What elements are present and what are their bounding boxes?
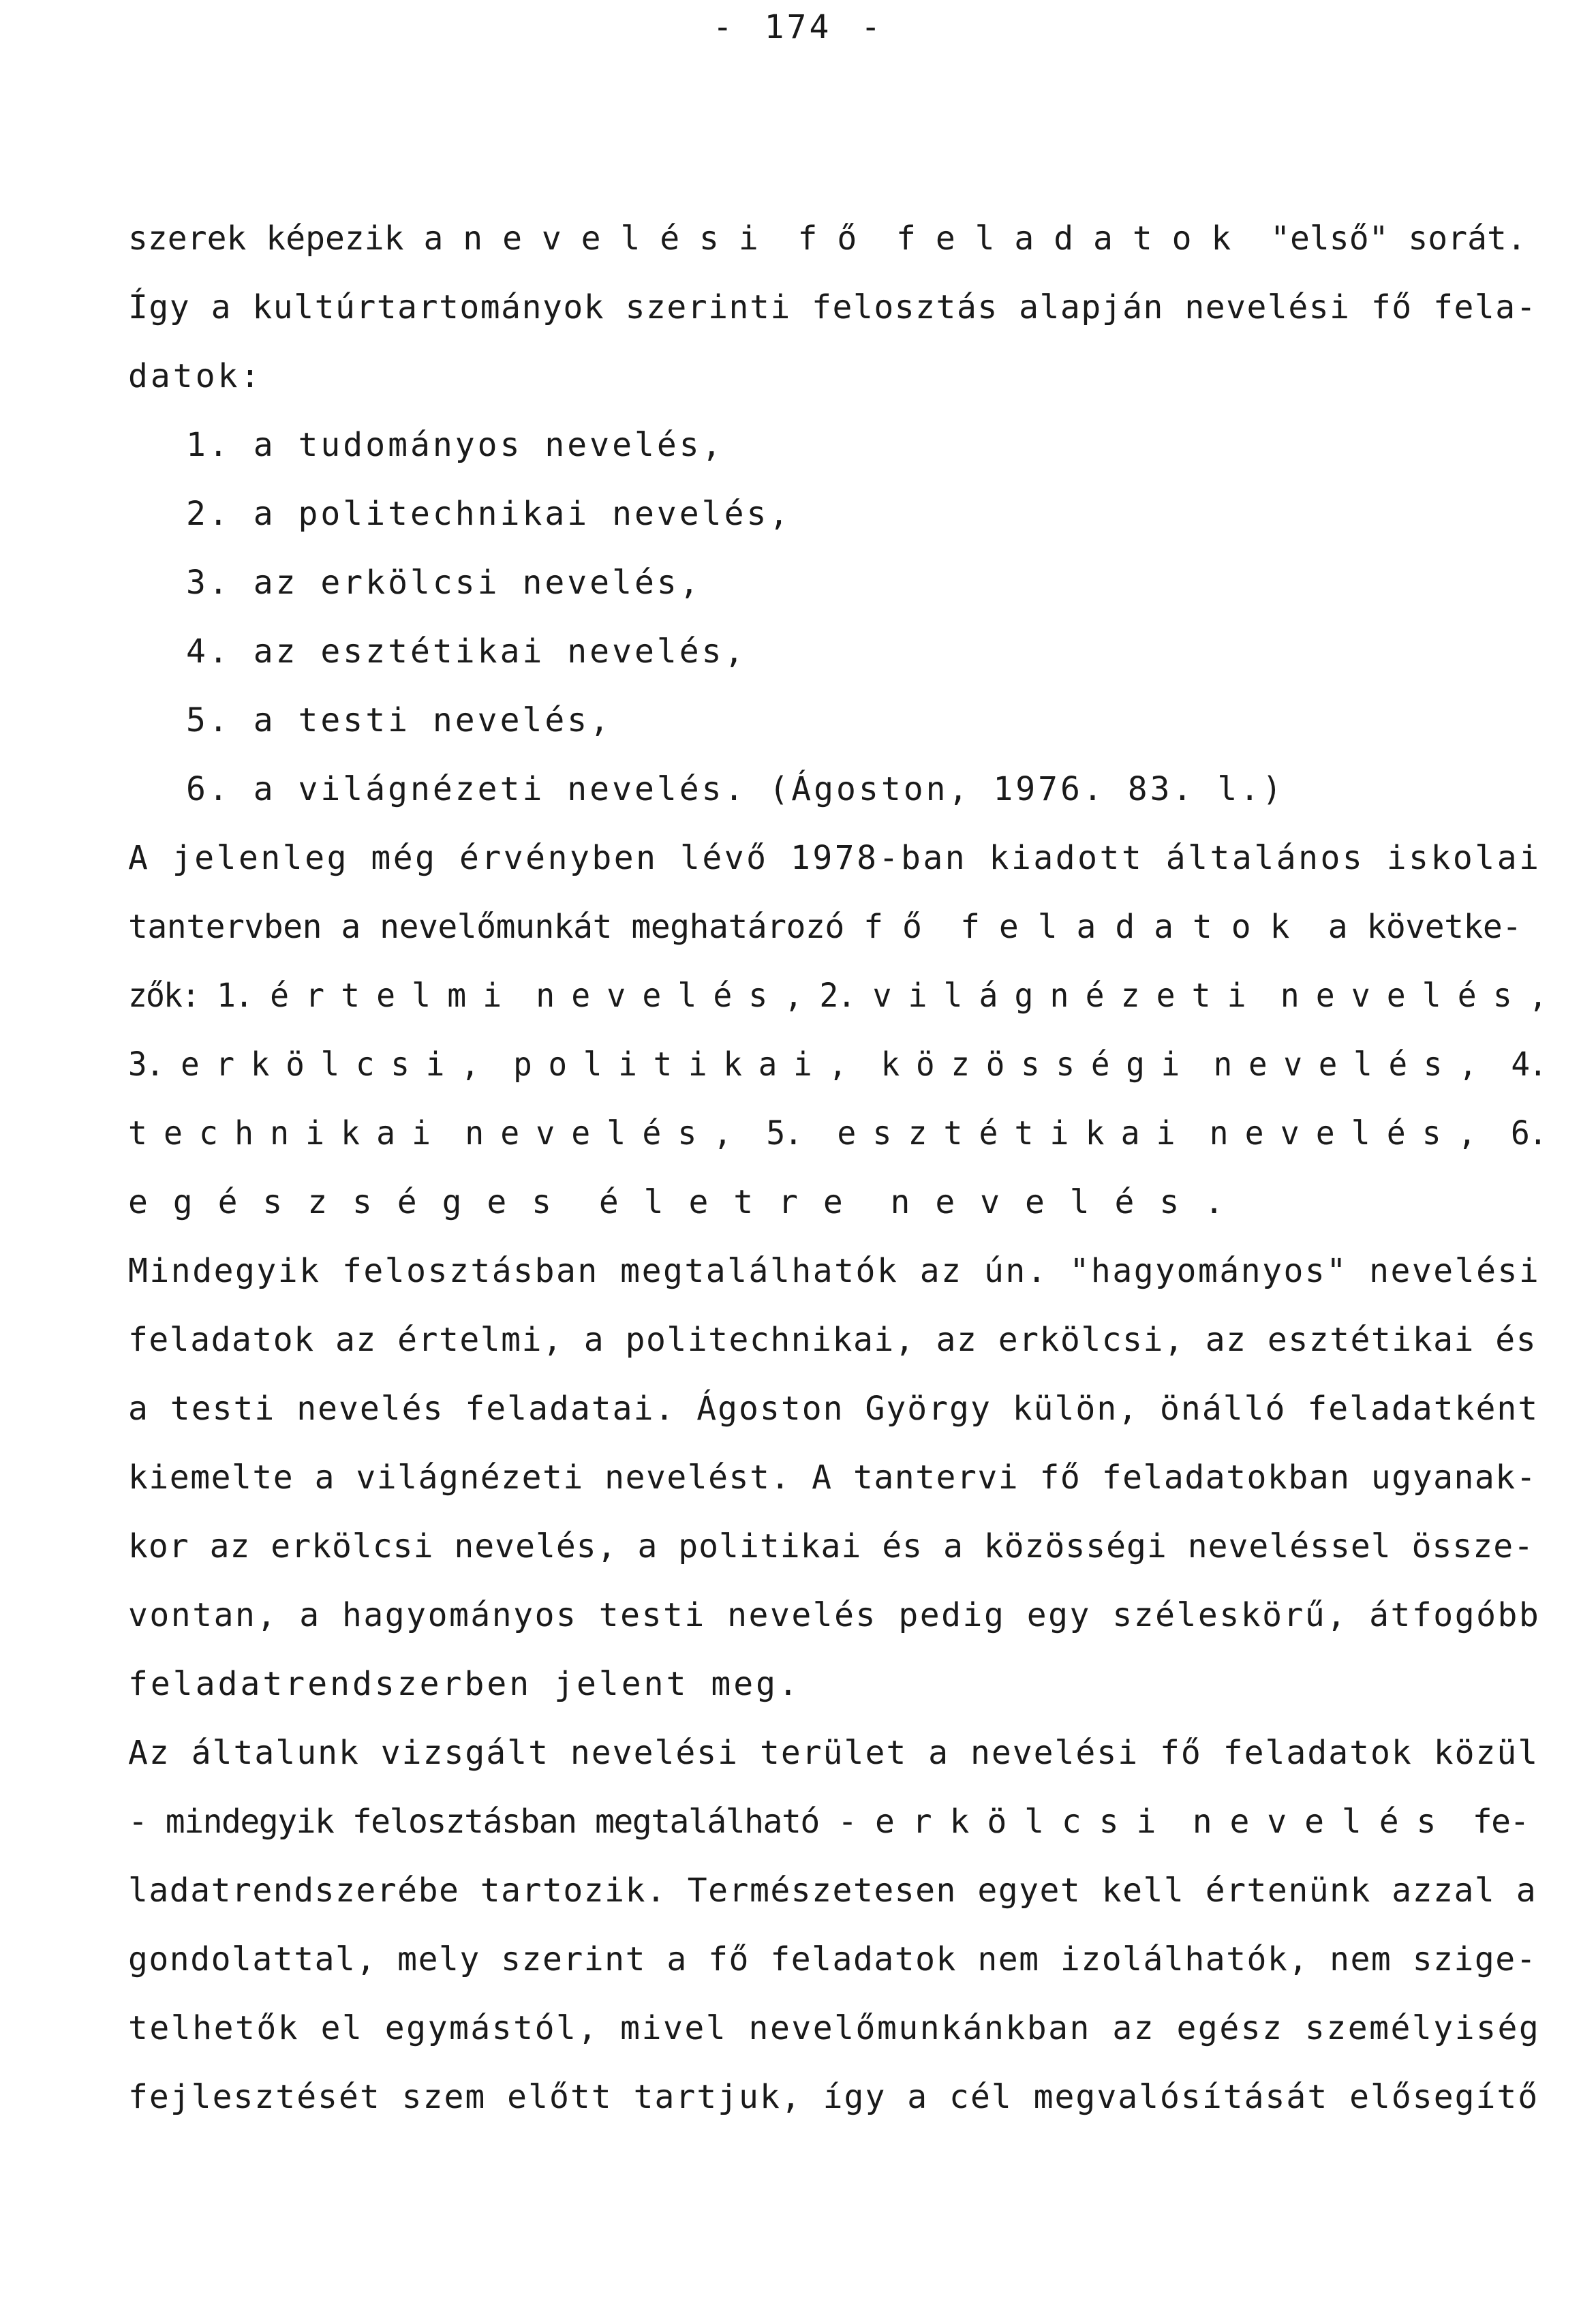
list-item: 2. a politechnikai nevelés, — [186, 495, 792, 533]
text-line: szerek képezik a n e v e l é s i f ő f e l a d a t o k "első" sorát. — [128, 219, 1526, 258]
list-item: 3. az erkölcsi nevelés, — [186, 564, 702, 602]
text-line: kiemelte a világnézeti nevelést. A tantervi fő feladatokban ugyanak- — [128, 1458, 1537, 1497]
text-line: e g é s z s é g e s é l e t r e n e v e l é s . — [128, 1183, 1227, 1221]
text-line: tantervben a nevelőmunkát meghatározó f ő f e l a d a t o k a követke- — [128, 908, 1522, 946]
text-line: zők: 1. é r t e l m i n e v e l é s , 2. v i l á g n é z e t i n e v e l é s , — [128, 977, 1546, 1015]
text-line: ladatrendszerébe tartozik. Természetesen egyet kell értenünk azzal a — [128, 1871, 1537, 1910]
list-item: 1. a tudományos nevelés, — [186, 426, 724, 464]
text-line: gondolattal, mely szerint a fő feladatok nem izolálhatók, nem szige- — [128, 1940, 1537, 1978]
text-line: a testi nevelés feladatai. Ágoston György külön, önálló feladatként — [128, 1390, 1539, 1428]
text-line: Így a kultúrtartományok szerinti felosztás alapján nevelési fő fela- — [128, 288, 1537, 326]
text-line: 3. e r k ö l c s i , p o l i t i k a i , k ö z ö s s é g i n e v e l é s , 4. — [128, 1045, 1546, 1084]
body-text — [128, 204, 1546, 2132]
text-line: Mindegyik felosztásban megtalálhatók az ún. "hagyományos" nevelési — [128, 1252, 1541, 1290]
text-line: datok: — [128, 357, 263, 395]
text-line: fejlesztését szem előtt tartjuk, így a cél megvalósítását elősegítő — [128, 2078, 1539, 2116]
text-line: vontan, a hagyományos testi nevelés pedig egy széleskörű, átfogóbb — [128, 1596, 1541, 1634]
text-line: telhetők el egymástól, mivel nevelőmunkánkban az egész személyiség — [128, 2009, 1541, 2047]
text-line: A jelenleg még érvényben lévő 1978-ban kiadott általános iskolai — [128, 839, 1541, 877]
text-line: feladatok az értelmi, a politechnikai, az erkölcsi, az esztétikai és — [128, 1321, 1537, 1359]
list-item: 5. a testi nevelés, — [186, 701, 613, 739]
text-line: Az általunk vizsgált nevelési terület a nevelési fő feladatok közül — [128, 1734, 1539, 1772]
text-line: kor az erkölcsi nevelés, a politikai és a közösségi neveléssel össze- — [128, 1527, 1534, 1565]
text-line: - mindegyik felosztásban megtalálható - e r k ö l c s i n e v e l é s fe- — [128, 1803, 1529, 1841]
text-line: feladatrendszerben jelent meg. — [128, 1665, 801, 1703]
text-line: t e c h n i k a i n e v e l é s , 5. e s z t é t i k a i n e v e l é s , 6. — [128, 1114, 1546, 1152]
list-item: 4. az esztétikai nevelés, — [186, 632, 747, 671]
page-number: - 174 - — [712, 8, 884, 46]
list-item: 6. a világnézeti nevelés. (Ágoston, 1976. 83. l.) — [186, 770, 1285, 808]
